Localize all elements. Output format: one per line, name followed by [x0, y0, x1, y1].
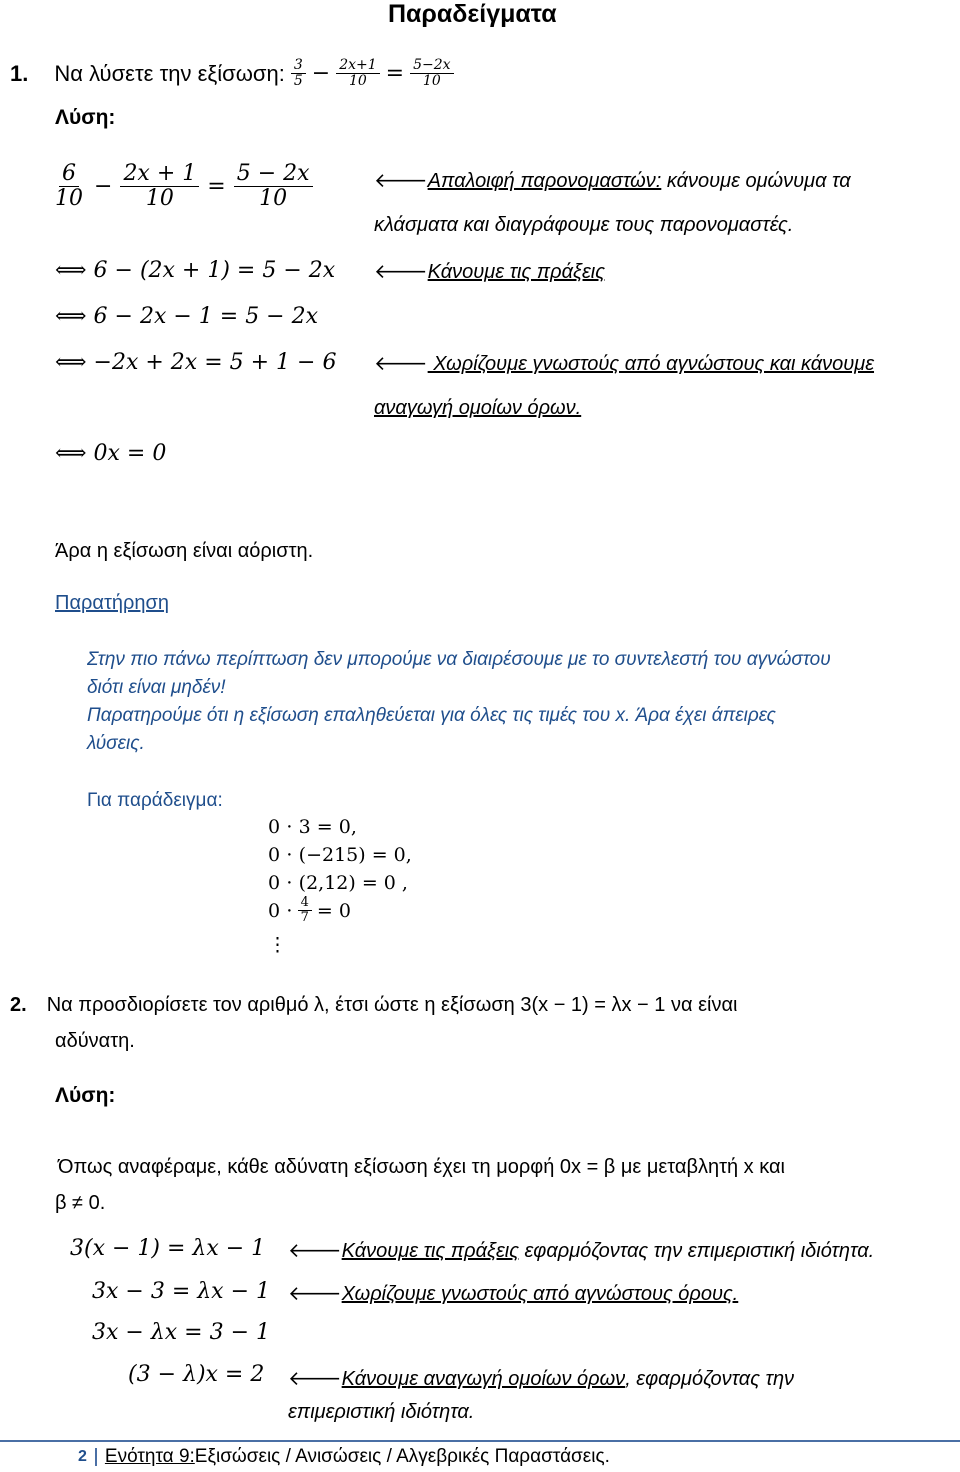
exercise-2-prompt	[10, 994, 737, 1017]
ex2-note-3	[288, 1366, 794, 1391]
example-line-2: 0 ⋅ (−215) = 0,	[268, 844, 412, 866]
ex2-step-4: (3 − λ)x = 2	[128, 1362, 265, 1387]
fraction: $\frac{5-2x}{10}$	[410, 58, 453, 90]
fraction: 6 10	[55, 161, 83, 212]
example-line-1: 0 ⋅ 3 = 0,	[268, 816, 357, 838]
note-underlined: Απαλοιφή παρονομαστών:	[427, 170, 662, 192]
page-title: Παραδείγματα	[388, 0, 557, 28]
note-1	[374, 168, 851, 193]
arrow-left-icon: 🡐	[288, 1240, 342, 1262]
ex2-step-2: 3x − 3 = λx − 1	[92, 1279, 271, 1304]
step-1-equation	[52, 162, 313, 211]
exercise-2-prompt-line-2: αδύνατη.	[55, 1030, 135, 1052]
arrow-left-icon: 🡐	[374, 261, 428, 283]
footer-rule	[0, 1440, 960, 1442]
prompt-text: Να προσδιορίσετε τον αριθμό λ, έτσι ώστε η εξίσωση 3(x − 1) = λx − 1 να είναι	[46, 994, 738, 1016]
exercise-1-prompt	[10, 58, 454, 90]
note-3-line-2: αναγωγή ομοίων όρων.	[374, 397, 582, 419]
example-dots: ⋮	[268, 934, 287, 956]
note-text: εφαρμόζοντας την επιμεριστική ιδιότητα.	[518, 1240, 875, 1262]
example-line-3: 0 ⋅ (2,12) = 0 ,	[268, 872, 408, 894]
operator: −	[311, 61, 331, 87]
step-3-equation: ⟺ 6 − 2x − 1 = 5 − 2x	[55, 304, 319, 329]
fraction: 3 5	[291, 58, 306, 90]
remark-paragraph-2b: λύσεις.	[87, 733, 145, 754]
arrow-left-icon: 🡐	[374, 170, 428, 192]
fraction: $\frac{2x+1}{10}$	[336, 58, 379, 90]
chapter-title: Εξισώσεις / Ανισώσεις / Αλγεβρικές Παραστάσεις.	[194, 1446, 610, 1467]
conclusion: Άρα η εξίσωση είναι αόριστη.	[55, 540, 314, 562]
solution-label: Λύση:	[55, 1084, 116, 1107]
step-4-equation: ⟺ −2x + 2x = 5 + 1 − 6	[55, 350, 337, 375]
exercise-number: 1.	[10, 60, 29, 86]
ex2-note-1	[288, 1238, 874, 1263]
note-text: , εφαρμόζοντας την	[625, 1368, 795, 1390]
arrow-left-icon: 🡐	[288, 1283, 342, 1305]
exercise-number: 2.	[10, 994, 27, 1016]
ex2-step-1: 3(x − 1) = λx − 1	[70, 1236, 266, 1261]
remark-paragraph-1b: διότι είναι μηδέν!	[87, 677, 226, 698]
fraction: $\frac{2x + 1}{10}$	[120, 162, 199, 211]
note-underlined: Κάνουμε τις πράξεις	[341, 1240, 519, 1262]
remark-paragraph-1: Στην πιο πάνω περίπτωση δεν μπορούμε να διαιρέσουμε με το συντελεστή του αγνώστου	[87, 649, 831, 670]
note-3	[374, 351, 874, 376]
ex2-note-2	[288, 1281, 738, 1306]
arrow-left-icon: 🡐	[374, 353, 428, 375]
intro-text: Όπως αναφέραμε, κάθε αδύνατη εξίσωση έχει τη μορφή 0x = β με μεταβλητή x και	[58, 1156, 786, 1178]
note-2	[374, 259, 605, 284]
remark-paragraph-2: Παρατηρούμε ότι η εξίσωση επαληθεύεται για όλες τις τιμές του x. Άρα έχει άπειρες	[87, 705, 776, 726]
remark-title: Παρατήρηση	[55, 592, 169, 614]
step-2-equation: ⟺ 6 − (2x + 1) = 5 − 2x	[55, 258, 336, 283]
note-underlined: Χωρίζουμε γνωστούς από αγνώστους όρους.	[341, 1283, 739, 1305]
footer	[78, 1446, 610, 1468]
note-underlined: Κάνουμε τις πράξεις	[427, 261, 605, 283]
operator: =	[207, 174, 226, 200]
note-underlined: Χωρίζουμε γνωστούς από αγνώστους και κάνουμε	[427, 353, 875, 375]
ex2-step-3: 3x − λx = 3 − 1	[92, 1320, 271, 1345]
solution-label: Λύση:	[55, 106, 116, 129]
note-underlined: Κάνουμε αναγωγή ομοίων όρων	[341, 1368, 626, 1390]
operator: =	[385, 61, 405, 87]
prompt-text: Να λύσετε την εξίσωση:	[54, 60, 285, 86]
fraction: $\frac{5 - 2x}{10}$	[234, 162, 313, 211]
note-text: κάνουμε ομώνυμα τα	[661, 170, 851, 192]
ex2-note-3-line-2: επιμεριστική ιδιότητα.	[288, 1401, 475, 1423]
intro-text-line-2: β ≠ 0.	[55, 1192, 106, 1214]
operator: −	[94, 174, 113, 200]
example-line-4: 0 ⋅ $\frac{4}{7}$ = 0	[268, 895, 351, 926]
note-1-line-2: κλάσματα και διαγράφουμε τους παρονομαστές.	[374, 214, 794, 236]
example-label: Για παράδειγμα:	[87, 790, 223, 811]
step-5-equation: ⟺ 0x = 0	[55, 441, 167, 466]
arrow-left-icon: 🡐	[288, 1368, 342, 1390]
page-number: 2	[78, 1448, 97, 1466]
chapter-label: Ενότητα 9:	[104, 1446, 195, 1467]
